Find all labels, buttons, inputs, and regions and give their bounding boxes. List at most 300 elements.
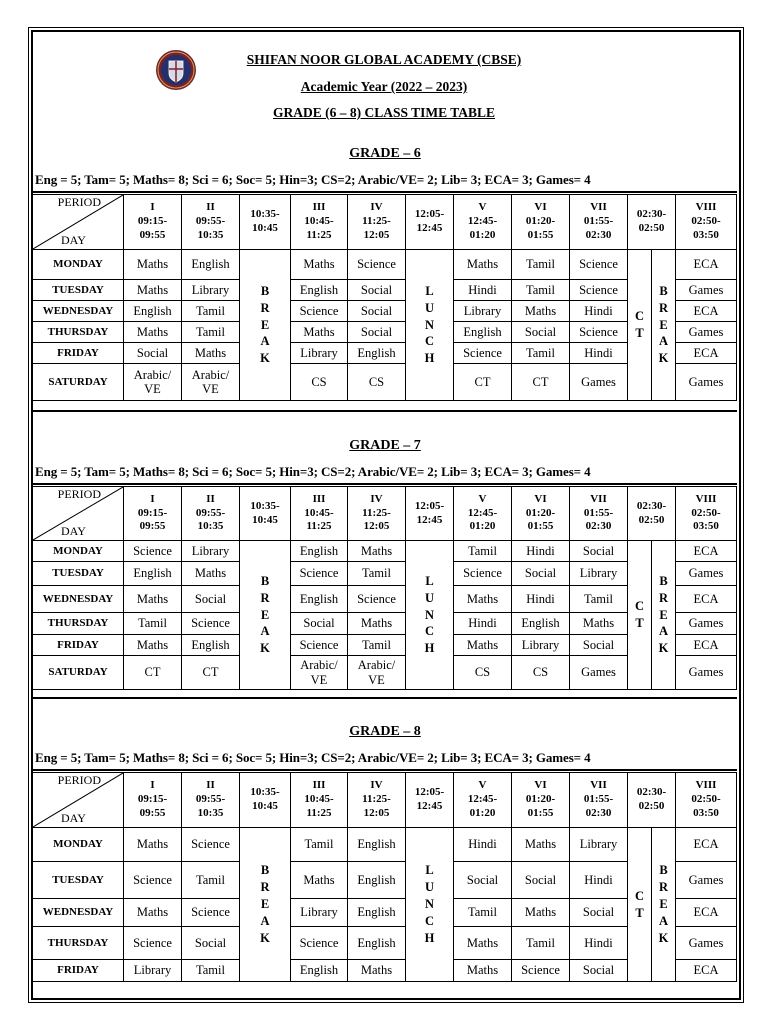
period-time-start: 11:25- bbox=[362, 506, 391, 519]
period-number: II bbox=[206, 779, 215, 792]
subject-cell: ECA bbox=[676, 343, 737, 364]
table-row bbox=[33, 541, 737, 562]
period-time-end: 01:20 bbox=[469, 520, 496, 533]
period-label: PERIOD bbox=[57, 487, 101, 501]
ct-column bbox=[628, 828, 652, 982]
header-p8 bbox=[676, 773, 737, 828]
day-cell: FRIDAY bbox=[33, 960, 124, 982]
subject-cell: Library bbox=[182, 280, 240, 301]
subject-cell: Library bbox=[291, 899, 348, 927]
subject-cell: Science bbox=[291, 635, 348, 656]
vertical-letter: T bbox=[635, 616, 644, 630]
subject-cell: Tamil bbox=[182, 322, 240, 343]
period-time-start: 12:05- bbox=[414, 499, 445, 512]
period-time-start: 02:50- bbox=[691, 793, 721, 806]
header-p5 bbox=[454, 195, 512, 250]
vertical-letter: C bbox=[424, 624, 435, 639]
day-cell: THURSDAY bbox=[33, 322, 124, 343]
period-time-end: 02:50 bbox=[638, 513, 665, 526]
subject-cell: Maths bbox=[454, 960, 512, 982]
subject-cell: Science bbox=[291, 927, 348, 960]
vertical-letter: A bbox=[260, 913, 270, 928]
subject-cell: Tamil bbox=[454, 541, 512, 562]
subject-cell: Games bbox=[676, 322, 737, 343]
period-number: VII bbox=[590, 779, 607, 792]
subject-cell: Science bbox=[570, 280, 628, 301]
subject-cell: Hindi bbox=[512, 541, 570, 562]
period-number: VII bbox=[590, 492, 607, 505]
period-time-end: 10:35 bbox=[197, 228, 224, 241]
period-number: VI bbox=[534, 779, 547, 792]
period-time-start: 09:15- bbox=[137, 506, 168, 519]
subject-cell: English bbox=[454, 322, 512, 343]
header-p4 bbox=[348, 487, 406, 541]
subject-cell: Hindi bbox=[570, 301, 628, 322]
header-p6 bbox=[512, 195, 570, 250]
afternoon-break-column bbox=[652, 250, 676, 401]
day-cell: TUESDAY bbox=[33, 862, 124, 899]
period-time-start: 01:20- bbox=[525, 215, 556, 228]
period-time-start: 09:55- bbox=[195, 215, 226, 228]
subject-cell: Science bbox=[124, 541, 182, 562]
vertical-letter: E bbox=[260, 897, 270, 912]
subject-cell: Maths bbox=[124, 586, 182, 613]
vertical-letter: B bbox=[659, 283, 668, 298]
subject-cell: Maths bbox=[512, 828, 570, 862]
subject-cell: Maths bbox=[348, 613, 406, 635]
subject-cell: Games bbox=[676, 656, 737, 690]
period-number: III bbox=[312, 201, 326, 214]
period-number: VIII bbox=[695, 779, 717, 792]
break-column bbox=[240, 828, 291, 982]
period-time-end: 09:55 bbox=[139, 806, 166, 819]
header-p7 bbox=[570, 487, 628, 541]
period-time-end: 12:45 bbox=[416, 222, 443, 234]
day-cell: TUESDAY bbox=[33, 562, 124, 586]
period-number: III bbox=[312, 779, 326, 792]
day-cell: MONDAY bbox=[33, 250, 124, 280]
period-number: VIII bbox=[695, 201, 717, 214]
vertical-letter: C bbox=[634, 888, 645, 903]
vertical-letter: T bbox=[635, 326, 644, 340]
vertical-letter: K bbox=[658, 930, 669, 945]
vertical-letter: K bbox=[260, 351, 270, 366]
period-number: IV bbox=[370, 201, 383, 214]
period-time-end: 10:35 bbox=[197, 806, 224, 819]
subject-cell: Tamil bbox=[512, 927, 570, 960]
subject-cell: Games bbox=[676, 613, 737, 635]
vertical-letter: B bbox=[260, 283, 270, 298]
period-time-start: 10:45- bbox=[304, 793, 334, 806]
grade-6-title: GRADE – 6 bbox=[349, 146, 421, 161]
subject-cell: ECA bbox=[676, 828, 737, 862]
grade-7-allocation: Eng = 5; Tam= 5; Maths= 8; Sci = 6; Soc= 5; Hin=3; CS=2; Arabic/VE= 2; Lib= 3; ECA= 3; Games= 4 bbox=[35, 464, 591, 479]
divider bbox=[33, 697, 737, 699]
period-number: I bbox=[150, 492, 155, 505]
period-time-start: 10:35- bbox=[250, 208, 280, 221]
vertical-letter: N bbox=[424, 607, 435, 622]
subject-cell: Maths bbox=[454, 586, 512, 613]
day-cell: WEDNESDAY bbox=[33, 301, 124, 322]
subject-cell: English bbox=[348, 862, 406, 899]
subject-cell: Arabic/ VE bbox=[124, 364, 182, 401]
subject-cell: English bbox=[291, 960, 348, 982]
header-p6 bbox=[512, 773, 570, 828]
period-time-end: 09:55 bbox=[139, 228, 166, 241]
subject-cell: Maths bbox=[512, 301, 570, 322]
vertical-letter: A bbox=[658, 913, 669, 928]
period-number: V bbox=[478, 201, 487, 214]
subject-cell: Hindi bbox=[570, 927, 628, 960]
subject-cell: Social bbox=[570, 960, 628, 982]
subject-cell: Social bbox=[348, 280, 406, 301]
period-time-end: 02:30 bbox=[585, 228, 612, 241]
break-column bbox=[240, 541, 291, 690]
period-time-end: 10:45 bbox=[252, 513, 278, 526]
subject-cell: Tamil bbox=[512, 280, 570, 301]
period-time-start: 10:35- bbox=[250, 786, 280, 799]
period-time-start: 02:30- bbox=[636, 208, 667, 221]
period-number: IV bbox=[370, 492, 383, 505]
period-time-start: 12:05- bbox=[414, 786, 445, 799]
period-time-end: 01:20 bbox=[469, 806, 496, 819]
day-cell: FRIDAY bbox=[33, 635, 124, 656]
period-time-end: 02:30 bbox=[585, 520, 612, 533]
subject-cell: Library bbox=[182, 541, 240, 562]
table-row bbox=[33, 828, 737, 862]
header-lunch bbox=[406, 195, 454, 250]
period-time-end: 10:45 bbox=[252, 222, 278, 234]
period-number: V bbox=[478, 779, 487, 792]
subject-cell: English bbox=[348, 828, 406, 862]
header-ct bbox=[628, 195, 676, 250]
period-time-start: 01:55- bbox=[583, 793, 614, 806]
subject-cell: Science bbox=[512, 960, 570, 982]
period-time-end: 12:05 bbox=[363, 520, 390, 533]
vertical-letter: C bbox=[634, 309, 645, 324]
header-p3 bbox=[291, 195, 348, 250]
period-time-end: 12:05 bbox=[363, 228, 390, 241]
subject-cell: Maths bbox=[124, 828, 182, 862]
period-time-end: 01:55 bbox=[527, 228, 554, 241]
subject-cell: English bbox=[512, 613, 570, 635]
day-cell: SATURDAY bbox=[33, 656, 124, 690]
vertical-letter: B bbox=[659, 863, 668, 878]
subject-cell: Tamil bbox=[182, 862, 240, 899]
divider bbox=[33, 769, 737, 771]
period-time-end: 01:20 bbox=[469, 228, 496, 241]
period-time-end: 11:25 bbox=[306, 520, 332, 533]
vertical-letter: N bbox=[424, 317, 435, 332]
day-cell: TUESDAY bbox=[33, 280, 124, 301]
subject-cell: ECA bbox=[676, 635, 737, 656]
subject-cell: Games bbox=[676, 280, 737, 301]
period-time-start: 09:15- bbox=[137, 793, 168, 806]
vertical-letter: H bbox=[424, 930, 435, 945]
grade-8-allocation: Eng = 5; Tam= 5; Maths= 8; Sci = 6; Soc= 5; Hin=3; CS=2; Arabic/VE= 2; Lib= 3; ECA= 3; Games= 4 bbox=[35, 750, 591, 765]
period-time-start: 12:45- bbox=[467, 506, 498, 519]
day-label: DAY bbox=[61, 233, 86, 248]
subject-cell: English bbox=[291, 541, 348, 562]
table-row bbox=[33, 250, 737, 280]
grade-6-timetable bbox=[32, 194, 737, 401]
day-cell: WEDNESDAY bbox=[33, 586, 124, 613]
subject-cell: English bbox=[124, 301, 182, 322]
subject-cell: Library bbox=[512, 635, 570, 656]
subject-cell: Games bbox=[676, 562, 737, 586]
grade-6-allocation: Eng = 5; Tam= 5; Maths= 8; Sci = 6; Soc= 5; Hin=3; CS=2; Arabic/VE= 2; Lib= 3; ECA= 3; Games= 4 bbox=[35, 172, 591, 187]
subject-cell: Social bbox=[512, 862, 570, 899]
subject-cell: Maths bbox=[348, 960, 406, 982]
subject-cell: Maths bbox=[182, 562, 240, 586]
period-number: II bbox=[206, 201, 215, 214]
subject-cell: CS bbox=[348, 364, 406, 401]
header-p6 bbox=[512, 487, 570, 541]
header-brk bbox=[240, 773, 291, 828]
academic-year: Academic Year (2022 – 2023) bbox=[300, 79, 468, 94]
period-time-end: 03:50 bbox=[693, 806, 719, 819]
period-time-end: 12:45 bbox=[416, 513, 443, 526]
period-number: IV bbox=[370, 779, 383, 792]
subject-cell: Library bbox=[570, 828, 628, 862]
vertical-letter: C bbox=[424, 913, 435, 928]
vertical-letter: E bbox=[659, 897, 668, 912]
period-time-start: 12:45- bbox=[467, 793, 498, 806]
subject-cell: Maths bbox=[291, 250, 348, 280]
subject-cell: Maths bbox=[570, 613, 628, 635]
period-time-start: 01:55- bbox=[583, 506, 614, 519]
subject-cell: Tamil bbox=[512, 250, 570, 280]
subject-cell: Social bbox=[348, 301, 406, 322]
subject-cell: Maths bbox=[454, 927, 512, 960]
period-time-start: 01:20- bbox=[525, 506, 556, 519]
subject-cell: English bbox=[182, 250, 240, 280]
afternoon-break-column bbox=[652, 541, 676, 690]
period-time-start: 10:45- bbox=[304, 215, 334, 228]
header-brk bbox=[240, 195, 291, 250]
subject-cell: Science bbox=[291, 301, 348, 322]
subject-cell: Maths bbox=[454, 250, 512, 280]
subject-cell: Maths bbox=[512, 899, 570, 927]
period-number: VII bbox=[590, 201, 607, 214]
vertical-letter: E bbox=[659, 317, 668, 332]
header-p2 bbox=[182, 487, 240, 541]
subject-cell: Games bbox=[676, 862, 737, 899]
subject-cell: Maths bbox=[454, 635, 512, 656]
subject-cell: Arabic/ VE bbox=[182, 364, 240, 401]
subject-cell: Social bbox=[570, 899, 628, 927]
subject-cell: CT bbox=[182, 656, 240, 690]
subject-cell: Library bbox=[124, 960, 182, 982]
vertical-letter: H bbox=[424, 641, 435, 656]
subject-cell: Arabic/ VE bbox=[348, 656, 406, 690]
subject-cell: CT bbox=[512, 364, 570, 401]
vertical-letter: L bbox=[425, 573, 434, 588]
vertical-letter: K bbox=[658, 351, 669, 366]
subject-cell: Maths bbox=[124, 635, 182, 656]
vertical-letter: K bbox=[260, 641, 270, 656]
subject-cell: Science bbox=[124, 862, 182, 899]
subject-cell: Library bbox=[454, 301, 512, 322]
subject-cell: Tamil bbox=[182, 960, 240, 982]
period-number: I bbox=[150, 201, 155, 214]
period-time-start: 10:35- bbox=[250, 499, 280, 512]
vertical-letter: K bbox=[658, 641, 669, 656]
vertical-letter: N bbox=[424, 897, 435, 912]
vertical-letter: U bbox=[424, 300, 435, 315]
subject-cell: Social bbox=[124, 343, 182, 364]
subject-cell: Maths bbox=[124, 899, 182, 927]
period-time-end: 01:55 bbox=[527, 806, 554, 819]
period-time-start: 02:50- bbox=[691, 506, 721, 519]
vertical-letter: B bbox=[260, 863, 270, 878]
period-time-start: 10:45- bbox=[304, 506, 334, 519]
period-label: PERIOD bbox=[57, 773, 101, 787]
header-p1 bbox=[124, 195, 182, 250]
subject-cell: Tamil bbox=[124, 613, 182, 635]
subject-cell: ECA bbox=[676, 301, 737, 322]
period-time-start: 01:55- bbox=[583, 215, 614, 228]
subject-cell: Social bbox=[348, 322, 406, 343]
day-cell: THURSDAY bbox=[33, 613, 124, 635]
vertical-letter: E bbox=[260, 607, 270, 622]
period-time-end: 11:25 bbox=[306, 228, 332, 241]
divider bbox=[33, 410, 737, 412]
header-row bbox=[33, 773, 737, 828]
vertical-letter: E bbox=[260, 317, 270, 332]
header-p8 bbox=[676, 195, 737, 250]
period-number: III bbox=[312, 492, 326, 505]
subject-cell: English bbox=[291, 280, 348, 301]
vertical-letter: U bbox=[424, 880, 435, 895]
subject-cell: Social bbox=[182, 927, 240, 960]
subject-cell: CT bbox=[454, 364, 512, 401]
period-day-corner bbox=[33, 195, 124, 250]
subject-cell: CS bbox=[454, 656, 512, 690]
period-time-start: 09:55- bbox=[195, 793, 226, 806]
subject-cell: Games bbox=[570, 656, 628, 690]
period-time-end: 03:50 bbox=[693, 228, 719, 241]
day-cell: THURSDAY bbox=[33, 927, 124, 960]
header-p5 bbox=[454, 773, 512, 828]
period-number: II bbox=[206, 492, 215, 505]
subject-cell: Science bbox=[570, 250, 628, 280]
ct-column bbox=[628, 250, 652, 401]
subject-cell: Social bbox=[512, 322, 570, 343]
vertical-letter: L bbox=[425, 863, 434, 878]
subject-cell: Social bbox=[454, 862, 512, 899]
grade-7-timetable bbox=[32, 486, 737, 690]
subject-cell: Games bbox=[570, 364, 628, 401]
header-p4 bbox=[348, 195, 406, 250]
header-row bbox=[33, 195, 737, 250]
subject-cell: Tamil bbox=[348, 635, 406, 656]
header-p4 bbox=[348, 773, 406, 828]
period-number: VI bbox=[534, 492, 547, 505]
period-day-corner bbox=[33, 773, 124, 828]
ct-column bbox=[628, 541, 652, 690]
period-time-end: 12:45 bbox=[416, 800, 443, 812]
header-row bbox=[33, 487, 737, 541]
divider bbox=[33, 483, 737, 485]
subject-cell: Hindi bbox=[512, 586, 570, 613]
period-time-start: 12:05- bbox=[414, 208, 445, 221]
period-number: I bbox=[150, 779, 155, 792]
header-p1 bbox=[124, 773, 182, 828]
subject-cell: Tamil bbox=[454, 899, 512, 927]
timetable-title: GRADE (6 – 8) CLASS TIME TABLE bbox=[272, 105, 496, 120]
period-time-end: 02:50 bbox=[638, 222, 665, 234]
period-time-end: 09:55 bbox=[139, 520, 166, 533]
subject-cell: Maths bbox=[124, 280, 182, 301]
day-label: DAY bbox=[61, 524, 86, 539]
period-time-start: 09:55- bbox=[195, 506, 226, 519]
grade-7-title: GRADE – 7 bbox=[349, 438, 421, 453]
period-time-start: 09:15- bbox=[137, 215, 168, 228]
subject-cell: CS bbox=[512, 656, 570, 690]
subject-cell: Games bbox=[676, 364, 737, 401]
subject-cell: Social bbox=[512, 562, 570, 586]
header-p8 bbox=[676, 487, 737, 541]
period-time-end: 10:35 bbox=[197, 520, 224, 533]
header-p3 bbox=[291, 487, 348, 541]
subject-cell: ECA bbox=[676, 899, 737, 927]
subject-cell: Science bbox=[124, 927, 182, 960]
subject-cell: ECA bbox=[676, 586, 737, 613]
subject-cell: Maths bbox=[182, 343, 240, 364]
subject-cell: Hindi bbox=[454, 828, 512, 862]
vertical-letter: T bbox=[635, 905, 644, 920]
period-time-start: 11:25- bbox=[362, 793, 391, 806]
header-p7 bbox=[570, 195, 628, 250]
grade-8-timetable bbox=[32, 772, 737, 982]
subject-cell: ECA bbox=[676, 250, 737, 280]
vertical-letter: R bbox=[658, 300, 669, 315]
vertical-letter: C bbox=[424, 334, 435, 349]
subject-cell: English bbox=[124, 562, 182, 586]
vertical-letter: B bbox=[260, 573, 270, 588]
vertical-letter: R bbox=[658, 880, 669, 895]
period-time-end: 11:25 bbox=[306, 806, 332, 819]
vertical-letter: A bbox=[658, 624, 669, 639]
period-time-start: 02:30- bbox=[636, 786, 667, 799]
lunch-column bbox=[406, 828, 454, 982]
day-label: DAY bbox=[61, 811, 86, 826]
afternoon-break-column bbox=[652, 828, 676, 982]
day-cell: FRIDAY bbox=[33, 343, 124, 364]
vertical-letter: E bbox=[659, 607, 668, 622]
vertical-letter: A bbox=[658, 334, 669, 349]
subject-cell: Maths bbox=[291, 862, 348, 899]
subject-cell: Science bbox=[291, 562, 348, 586]
vertical-letter: K bbox=[260, 930, 270, 945]
vertical-letter: R bbox=[658, 590, 669, 605]
subject-cell: Maths bbox=[124, 322, 182, 343]
vertical-letter: U bbox=[424, 590, 435, 605]
subject-cell: Tamil bbox=[570, 586, 628, 613]
header-ct bbox=[628, 487, 676, 541]
period-time-start: 11:25- bbox=[362, 215, 391, 228]
period-number: VI bbox=[534, 201, 547, 214]
header-lunch bbox=[406, 487, 454, 541]
subject-cell: Hindi bbox=[570, 862, 628, 899]
period-time-start: 02:30- bbox=[636, 499, 667, 512]
subject-cell: Science bbox=[348, 586, 406, 613]
lunch-column bbox=[406, 250, 454, 401]
subject-cell: Library bbox=[291, 343, 348, 364]
period-number: V bbox=[478, 492, 487, 505]
vertical-letter: H bbox=[424, 351, 435, 366]
